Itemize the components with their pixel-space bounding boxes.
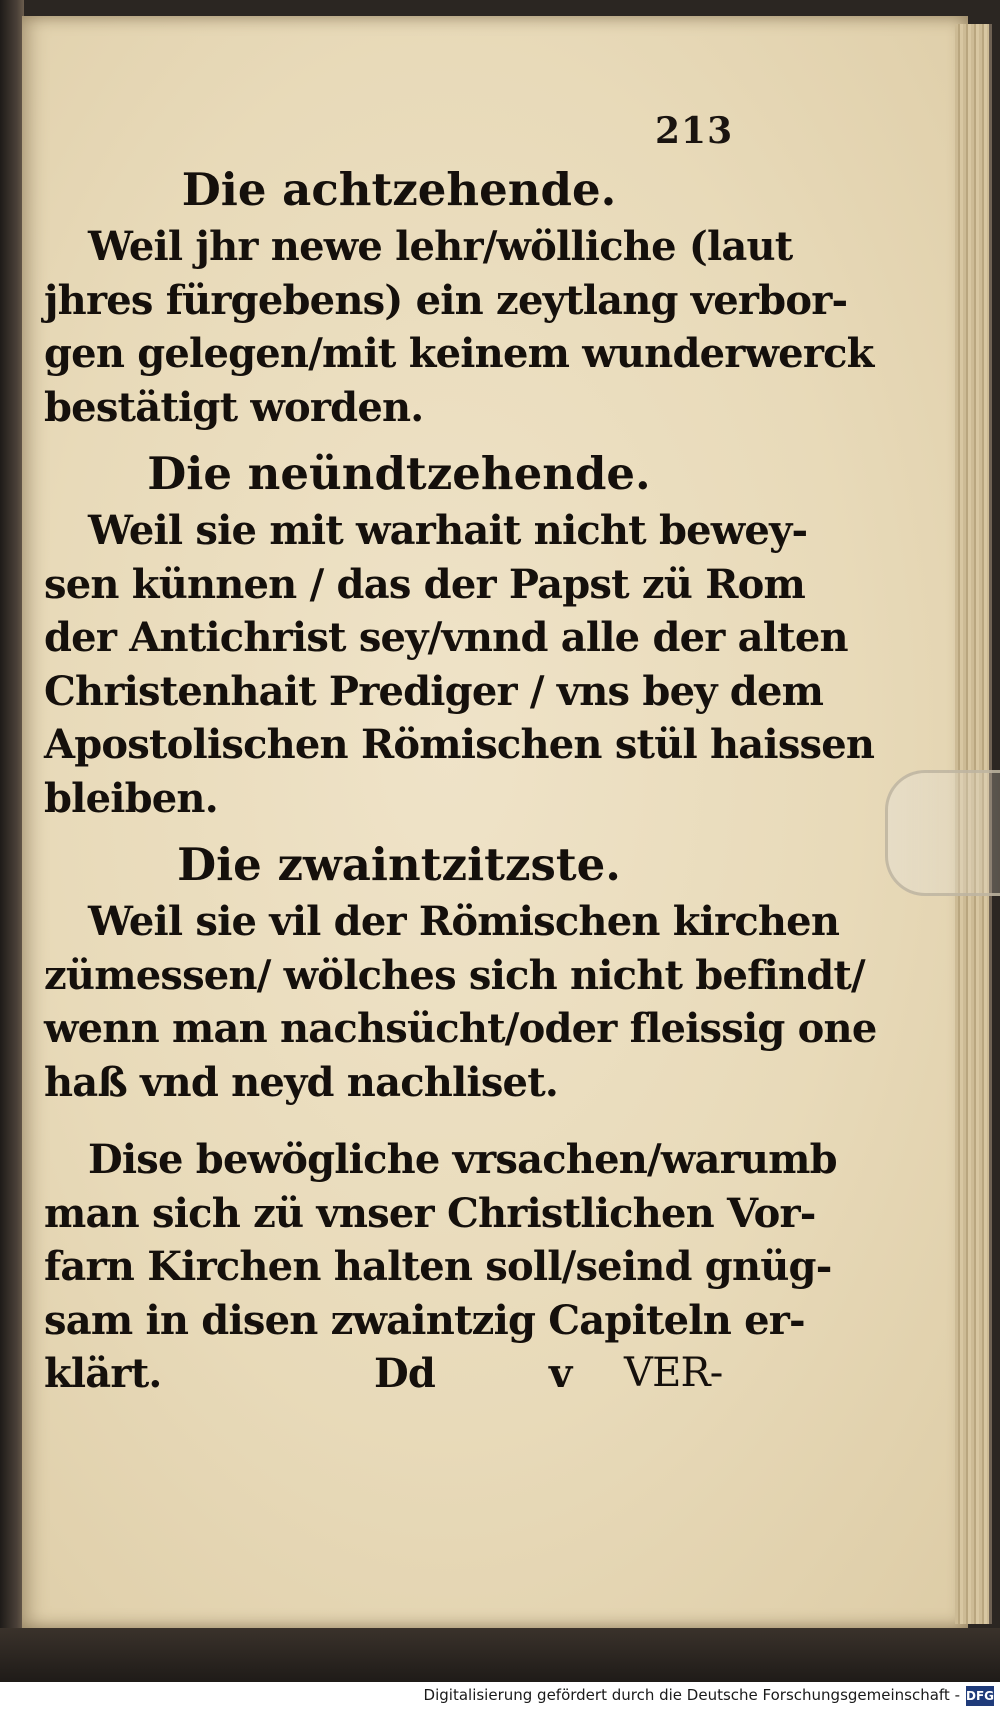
section-20 (38, 835, 877, 1109)
text-line: gen gelegen/mit keinem wunderwerck (44, 330, 874, 377)
text-line: klärt. (44, 1350, 162, 1397)
book-bottom-edge (0, 1628, 1000, 1682)
text-block (38, 160, 877, 1401)
section-19 (38, 444, 875, 825)
closing-paragraph (38, 1133, 837, 1401)
text-line: sam in disen zwaintzig Capiteln er- (44, 1296, 805, 1344)
section-18 (38, 160, 874, 434)
text-line: Weil sie vil der Römischen kirchen (88, 898, 840, 945)
text-line: zümessen/ wölches sich nicht befindt/ (44, 951, 865, 999)
last-line-with-signature (44, 1347, 760, 1401)
text-line: Weil jhr newe lehr/wölliche (laut (88, 223, 793, 270)
digitization-footer (0, 1682, 1000, 1712)
catchword: VER- (624, 1350, 723, 1396)
text-line: Apostolischen Römischen stül haissen (44, 721, 875, 768)
dfg-logo: DFG (966, 1686, 994, 1706)
text-line: haß vnd neyd nachliset. (44, 1058, 559, 1106)
text-line: bestätigt worden. (44, 383, 424, 431)
section-paragraph (38, 504, 875, 825)
text-line: Weil sie mit warhait nicht bewey- (88, 507, 808, 554)
closing-text (38, 1133, 837, 1401)
section-paragraph (38, 220, 874, 434)
signature-mark: Dd (374, 1350, 436, 1397)
text-line: sen künnen / das der Papst zü Rom (44, 560, 806, 608)
text-line: bleiben. (44, 774, 218, 822)
funding-credit: Digitalisierung gefördert durch die Deutsche Forschungsgemeinschaft - (423, 1686, 960, 1704)
page-number: 213 (655, 110, 734, 152)
page-clip (885, 770, 1000, 896)
section-heading: Die zwaintzitzste. (177, 838, 621, 891)
section-paragraph (38, 895, 877, 1109)
signature-number: v (549, 1350, 572, 1397)
text-line: der Antichrist sey/vnnd alle der alten (44, 614, 848, 661)
book-binding (0, 0, 24, 1712)
text-line: farn Kirchen halten soll/seind gnüg- (44, 1243, 832, 1290)
section-heading: Die achtzehende. (181, 163, 617, 216)
text-line: Christenhait Prediger / vns bey dem (44, 667, 824, 715)
section-heading: Die neündtzehende. (147, 447, 651, 500)
text-line: Dise bewögliche vrsachen/warumb (88, 1136, 837, 1183)
text-line: jhres fürgebens) ein zeytlang verbor- (44, 276, 848, 324)
text-line: man sich zü vnser Christlichen Vor- (44, 1189, 816, 1237)
text-line: wenn man nachsücht/oder fleissig one (44, 1005, 877, 1052)
